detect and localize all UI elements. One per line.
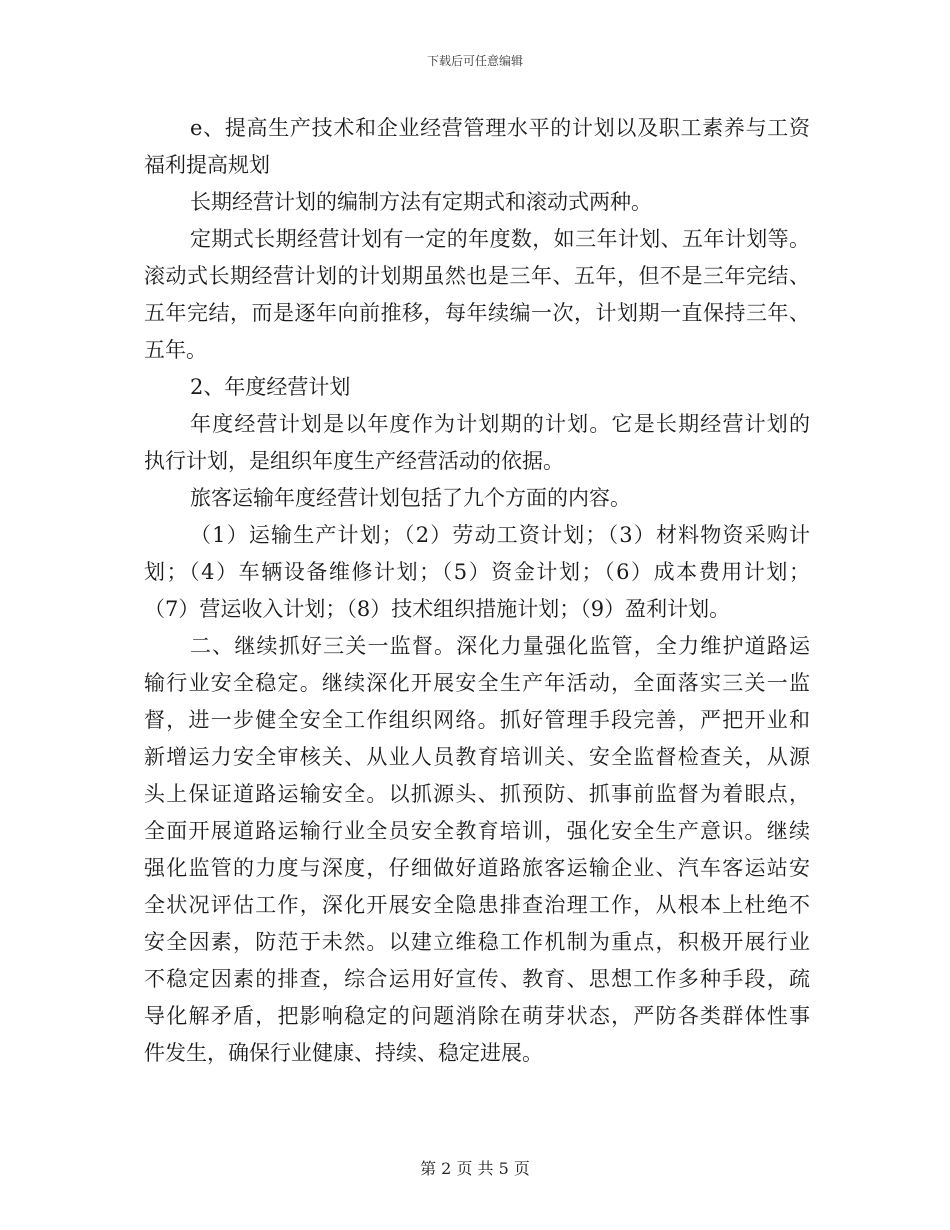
- text-line: （7）营运收入计划；（8）技术组织措施计划；（9）盈利计划。: [144, 597, 731, 621]
- text-line: 全状况评估工作，深化开展安全隐患排查治理工作，从根本上杜绝不: [144, 893, 810, 917]
- text-line: 督，进一步健全安全工作组织网络。抓好管理手段完善，严把开业和: [144, 708, 810, 732]
- text-line: 福利提高规划: [144, 153, 270, 177]
- text-line: 安全因素，防范于未然。以建立维稳工作机制为重点，积极开展行业: [144, 930, 810, 954]
- text-line: 五年完结，而是逐年向前推移，每年续编一次，计划期一直保持三年、: [144, 301, 810, 325]
- text-line: 导化解矛盾，把影响稳定的问题消除在萌芽状态，严防各类群体性事: [144, 1004, 810, 1028]
- text-line: （1）运输生产计划；（2）劳动工资计划；（3）材料物资采购计: [190, 523, 810, 547]
- text-line: 强化监管的力度与深度，仔细做好道路旅客运输企业、汽车客运站安: [144, 856, 810, 880]
- text-line: 新增运力安全审核关、从业人员教育培训关、安全监督检查关，从源: [144, 745, 810, 769]
- text-line: 旅客运输年度经营计划包括了九个方面的内容。: [190, 486, 631, 510]
- text-line: 全面开展道路运输行业全员安全教育培训，强化安全生产意识。继续: [144, 819, 810, 843]
- text-line: 输行业安全稳定。继续深化开展安全生产年活动，全面落实三关一监: [144, 671, 810, 695]
- text-line: 滚动式长期经营计划的计划期虽然也是三年、五年，但不是三年完结、: [144, 264, 810, 288]
- text-line: 定期式长期经营计划有一定的年度数，如三年计划、五年计划等。: [190, 227, 810, 251]
- text-line: 年度经营计划是以年度作为计划期的计划。它是长期经营计划的: [190, 412, 810, 436]
- text-line: 件发生，确保行业健康、持续、稳定进展。: [144, 1041, 543, 1065]
- text-line: 二、继续抓好三关一监督。深化力量强化监管，全力维护道路运: [190, 634, 810, 658]
- text-line: 长期经营计划的编制方法有定期式和滚动式两种。: [190, 190, 652, 214]
- document-body: [144, 110, 810, 1072]
- text-line: 不稳定因素的排查，综合运用好宣传、教育、思想工作多种手段，疏: [144, 967, 810, 991]
- text-line: 2、年度经营计划: [190, 375, 351, 399]
- page-header: 下载后可任意编辑: [426, 54, 523, 68]
- text-line: 划；（4）车辆设备维修计划；（5）资金计划；（6）成本费用计划；: [144, 560, 810, 584]
- page-footer: 第 2 页 共 5 页: [420, 1159, 530, 1178]
- text-line: 执行计划，是组织年度生产经营活动的依据。: [144, 449, 564, 473]
- text-line: 五年。: [144, 338, 207, 362]
- text-line: 头上保证道路运输安全。以抓源头、抓预防、抓事前监督为着眼点，: [144, 782, 810, 806]
- text-line: e、提高生产技术和企业经营管理水平的计划以及职工素养与工资: [190, 116, 810, 140]
